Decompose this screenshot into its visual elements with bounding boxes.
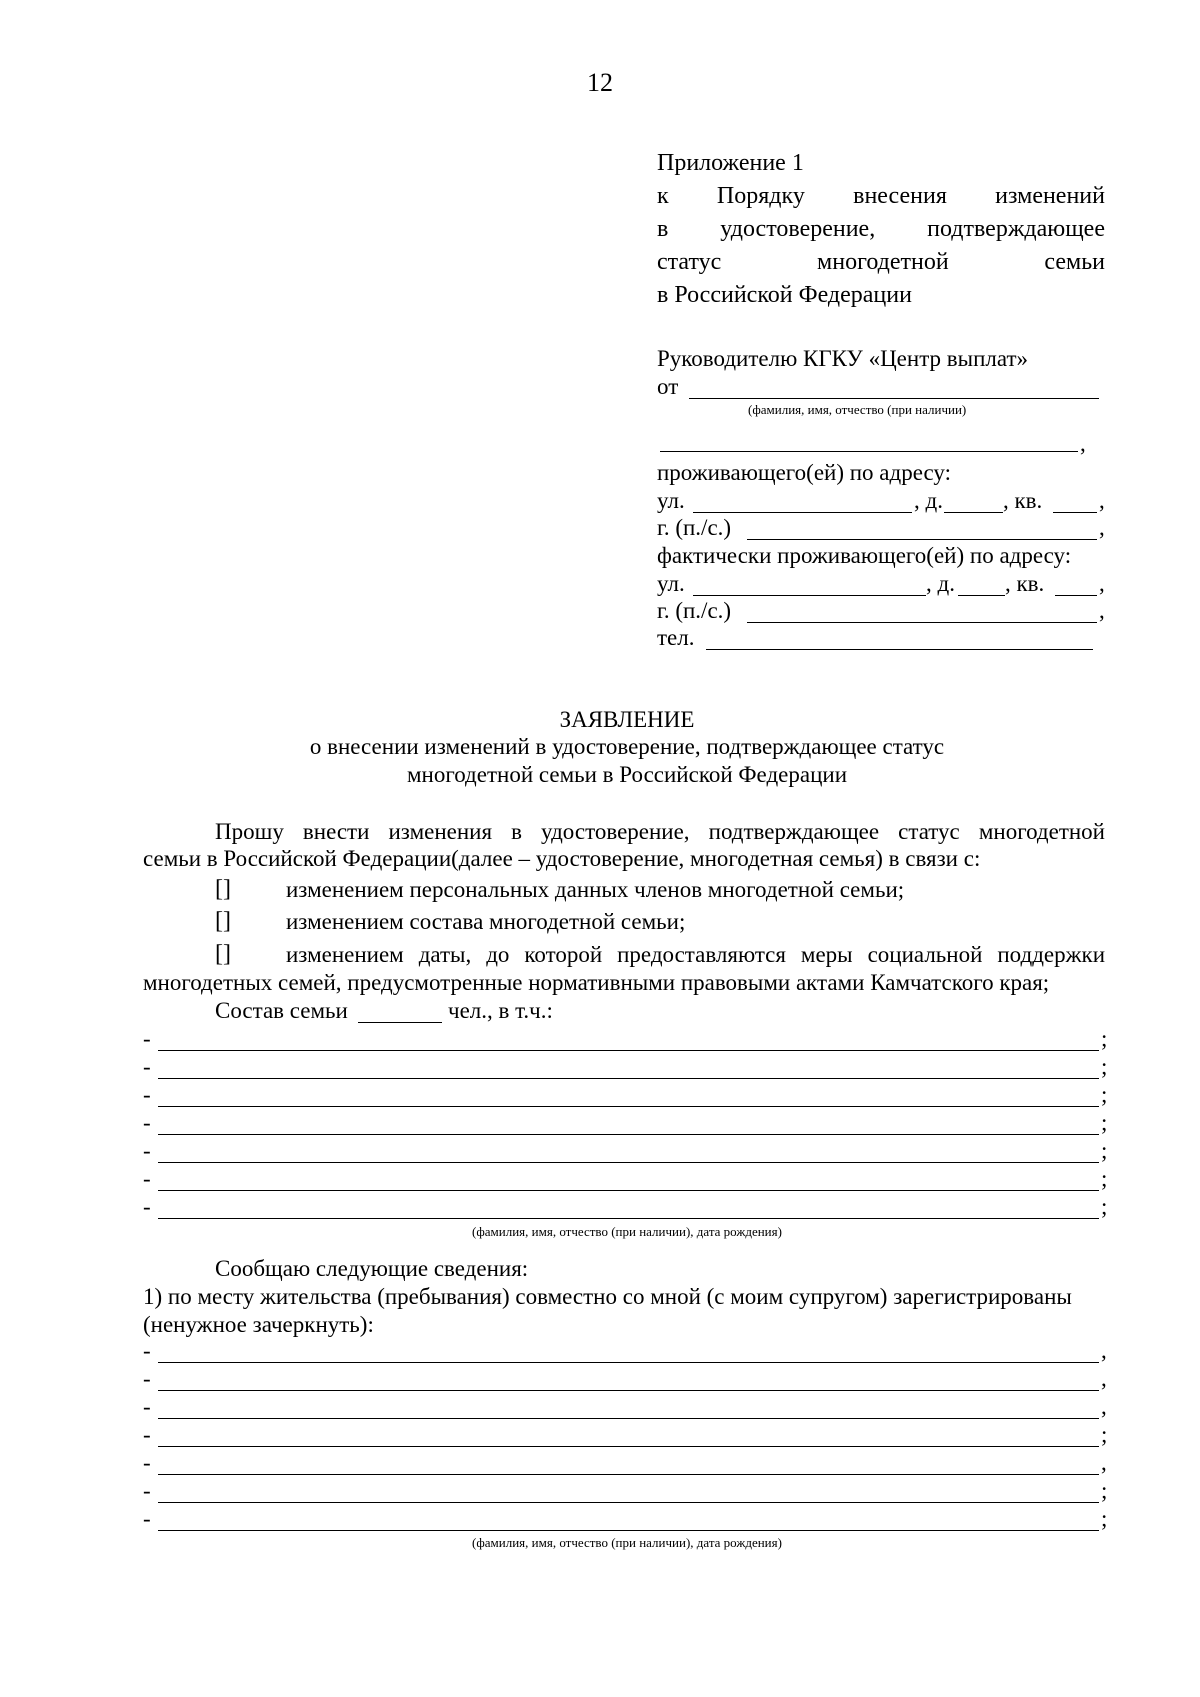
- line-end: ,: [1101, 1450, 1107, 1475]
- dash: -: [143, 1194, 151, 1219]
- option-label-continuation: многодетных семей, предусмотренные нормативными правовыми актами Камчатского края;: [143, 970, 1050, 995]
- registered-person-field[interactable]: [158, 1362, 1099, 1363]
- apt-field[interactable]: [1055, 595, 1097, 596]
- house-field[interactable]: [958, 595, 1005, 596]
- dash: -: [143, 1366, 151, 1391]
- line-end: ;: [1101, 1478, 1108, 1503]
- statement-title: ЗАЯВЛЕНИЕ: [559, 707, 695, 732]
- appendix-line: статус многодетной семьи: [657, 249, 1105, 275]
- family-member-field[interactable]: [158, 1106, 1099, 1107]
- appendix-line: в Российской Федерации: [657, 282, 912, 308]
- city-field[interactable]: [747, 622, 1097, 623]
- dash: -: [143, 1506, 151, 1531]
- dash: -: [143, 1166, 151, 1191]
- registered-person-field[interactable]: [158, 1446, 1099, 1447]
- from-name-field-continued[interactable]: [660, 451, 1078, 452]
- info-intro: Сообщаю следующие сведения:: [215, 1256, 529, 1281]
- family-member-field[interactable]: [158, 1134, 1099, 1135]
- from-label: от: [657, 374, 679, 399]
- residing-label: проживающего(ей) по адресу:: [657, 460, 951, 485]
- family-suffix: чел., в т.ч.:: [448, 998, 553, 1023]
- family-member-field[interactable]: [158, 1162, 1099, 1163]
- phone-label: тел.: [657, 625, 695, 650]
- dash: -: [143, 1422, 151, 1447]
- appendix-line: к Порядку внесения изменений: [657, 183, 1105, 209]
- actual-residing-label: фактически проживающего(ей) по адресу:: [657, 543, 1072, 568]
- dash: -: [143, 1082, 151, 1107]
- from-hint: (фамилия, имя, отчество (при наличии): [748, 402, 967, 417]
- family-member-field[interactable]: [158, 1190, 1099, 1191]
- street-label: ул.: [657, 488, 685, 513]
- checkbox-support-date[interactable]: []: [215, 941, 231, 967]
- comma: ,: [1099, 598, 1105, 623]
- line-end: ;: [1101, 1138, 1108, 1163]
- line-end: ;: [1101, 1422, 1108, 1447]
- appendix-title: Приложение 1: [657, 150, 804, 176]
- checkbox-family-composition[interactable]: []: [215, 908, 231, 934]
- registered-person-field[interactable]: [158, 1502, 1099, 1503]
- house-field[interactable]: [944, 512, 1003, 513]
- line-end: ;: [1101, 1110, 1108, 1135]
- registered-hint: (фамилия, имя, отчество (при наличии), дата рождения): [472, 1535, 782, 1550]
- street-field[interactable]: [693, 512, 912, 513]
- line-end: ;: [1101, 1082, 1108, 1107]
- city-field[interactable]: [747, 539, 1097, 540]
- house-label: , д.: [914, 488, 943, 513]
- item1-text: 1) по месту жительства (пребывания) совместно со мной (с моим супругом) зарегистрированы: [143, 1284, 1072, 1309]
- city-label: г. (п./с.): [657, 598, 732, 623]
- dash: -: [143, 1394, 151, 1419]
- house-label: , д.: [926, 571, 955, 596]
- dash: -: [143, 1138, 151, 1163]
- apt-label: , кв.: [1005, 571, 1045, 596]
- street-field[interactable]: [693, 595, 926, 596]
- street-label: ул.: [657, 571, 685, 596]
- dash: -: [143, 1478, 151, 1503]
- line-end: ,: [1101, 1366, 1107, 1391]
- option-label: изменением даты, до которой предоставляются меры социальной поддержки: [286, 942, 1105, 967]
- comma: ,: [1080, 431, 1086, 456]
- option-label: изменением состава многодетной семьи;: [286, 909, 686, 934]
- registered-person-field[interactable]: [158, 1390, 1099, 1391]
- request-text: семьи в Российской Федерации(далее – удостоверение, многодетная семья) в связи с:: [143, 846, 981, 871]
- item1-text: (ненужное зачеркнуть):: [143, 1312, 374, 1337]
- dash: -: [143, 1338, 151, 1363]
- comma: ,: [1099, 488, 1105, 513]
- statement-subtitle: многодетной семьи в Российской Федерации: [406, 762, 848, 787]
- family-member-field[interactable]: [158, 1050, 1099, 1051]
- comma: ,: [1099, 515, 1105, 540]
- line-end: ;: [1101, 1166, 1108, 1191]
- dash: -: [143, 1026, 151, 1051]
- apt-label: , кв.: [1003, 488, 1043, 513]
- addressee-to: Руководителю КГКУ «Центр выплат»: [657, 346, 1029, 371]
- family-member-field[interactable]: [158, 1218, 1099, 1219]
- checkbox-personal-data[interactable]: []: [215, 876, 231, 902]
- family-hint: (фамилия, имя, отчество (при наличии), дата рождения): [472, 1224, 782, 1239]
- line-end: ;: [1101, 1054, 1108, 1079]
- statement-subtitle: о внесении изменений в удостоверение, подтверждающее статус: [309, 734, 945, 759]
- dash: -: [143, 1054, 151, 1079]
- line-end: ;: [1101, 1194, 1108, 1219]
- registered-person-field[interactable]: [158, 1530, 1099, 1531]
- option-label: изменением персональных данных членов многодетной семьи;: [286, 877, 905, 902]
- registered-person-field[interactable]: [158, 1418, 1099, 1419]
- dash: -: [143, 1110, 151, 1135]
- dash: -: [143, 1450, 151, 1475]
- family-count-field[interactable]: [358, 1022, 442, 1023]
- city-label: г. (п./с.): [657, 515, 732, 540]
- page-number: 12: [587, 68, 613, 97]
- request-text: Прошу внести изменения в удостоверение, подтверждающее статус многодетной: [215, 819, 1105, 844]
- family-member-field[interactable]: [158, 1078, 1099, 1079]
- line-end: ,: [1101, 1394, 1107, 1419]
- apt-field[interactable]: [1053, 512, 1097, 513]
- from-name-field[interactable]: [689, 398, 1099, 399]
- phone-field[interactable]: [706, 649, 1093, 650]
- line-end: ,: [1101, 1338, 1107, 1363]
- line-end: ;: [1101, 1506, 1108, 1531]
- comma: ,: [1099, 571, 1105, 596]
- family-label: Состав семьи: [215, 998, 348, 1023]
- line-end: ;: [1101, 1026, 1108, 1051]
- registered-person-field[interactable]: [158, 1474, 1099, 1475]
- appendix-line: в удостоверение, подтверждающее: [657, 216, 1105, 242]
